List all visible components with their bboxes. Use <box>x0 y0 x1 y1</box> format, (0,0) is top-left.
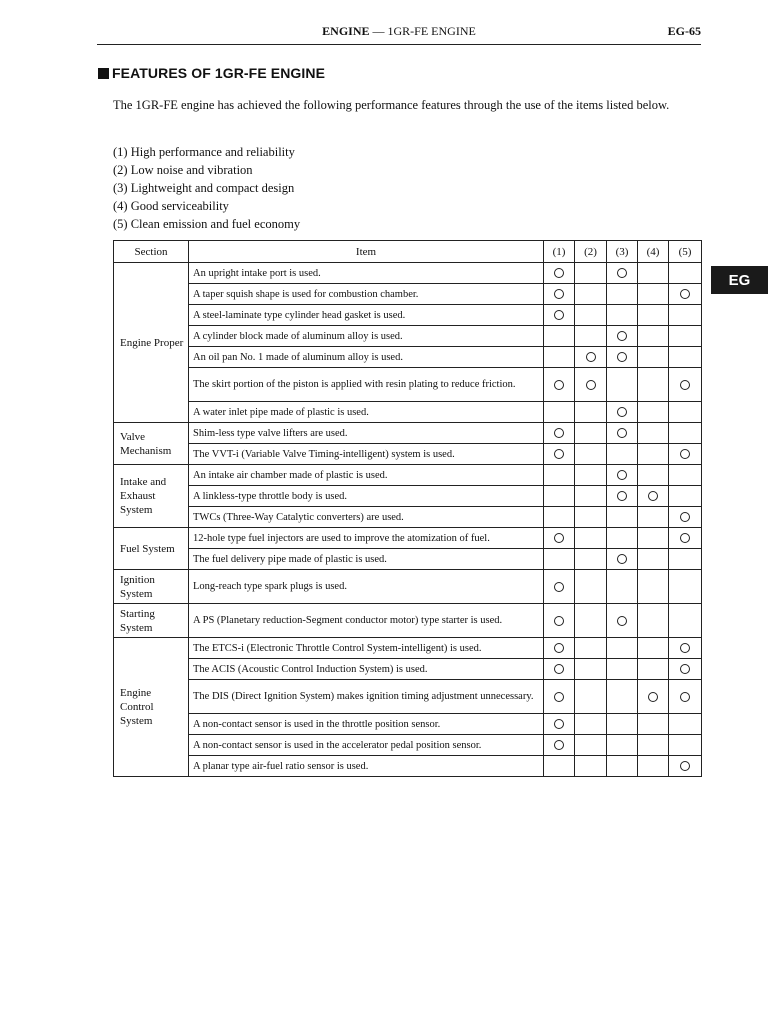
column-header: (4) <box>638 241 669 263</box>
header-model: 1GR-FE ENGINE <box>387 24 476 38</box>
mark-cell <box>544 528 575 549</box>
section-title <box>98 65 325 81</box>
mark-cell <box>669 368 702 402</box>
table-row <box>114 680 702 714</box>
mark-cell <box>575 305 607 326</box>
header-dash: — <box>372 24 385 38</box>
table-row <box>114 423 702 444</box>
mark-cell <box>638 549 669 570</box>
circle-mark-icon <box>617 491 627 501</box>
circle-mark-icon <box>617 470 627 480</box>
mark-cell <box>669 486 702 507</box>
mark-cell <box>638 368 669 402</box>
mark-cell <box>544 284 575 305</box>
table-row <box>114 368 702 402</box>
mark-cell <box>575 486 607 507</box>
mark-cell <box>638 326 669 347</box>
circle-mark-icon <box>648 491 658 501</box>
circle-mark-icon <box>680 449 690 459</box>
circle-mark-icon <box>554 664 564 674</box>
item-cell: An oil pan No. 1 made of aluminum alloy is used. <box>189 347 544 368</box>
item-cell: An upright intake port is used. <box>189 263 544 284</box>
mark-cell <box>638 680 669 714</box>
circle-mark-icon <box>554 740 564 750</box>
column-header: Section <box>114 241 189 263</box>
mark-cell <box>544 423 575 444</box>
page-header <box>97 18 701 45</box>
mark-cell <box>638 604 669 638</box>
mark-cell <box>607 326 638 347</box>
mark-cell <box>575 284 607 305</box>
circle-mark-icon <box>617 616 627 626</box>
mark-cell <box>544 570 575 604</box>
mark-cell <box>575 507 607 528</box>
mark-cell <box>607 638 638 659</box>
mark-cell <box>607 263 638 284</box>
mark-cell <box>607 570 638 604</box>
circle-mark-icon <box>648 692 658 702</box>
feature-item: (3) Lightweight and compact design <box>113 181 295 195</box>
mark-cell <box>607 680 638 714</box>
mark-cell <box>575 659 607 680</box>
mark-cell <box>575 465 607 486</box>
mark-cell <box>669 263 702 284</box>
mark-cell <box>669 284 702 305</box>
table-row <box>114 735 702 756</box>
table-row <box>114 714 702 735</box>
mark-cell <box>575 735 607 756</box>
mark-cell <box>607 368 638 402</box>
mark-cell <box>575 326 607 347</box>
circle-mark-icon <box>617 407 627 417</box>
mark-cell <box>638 714 669 735</box>
circle-mark-icon <box>680 533 690 543</box>
circle-mark-icon <box>554 643 564 653</box>
item-cell: The ETCS-i (Electronic Throttle Control System-intelligent) is used. <box>189 638 544 659</box>
table-row <box>114 263 702 284</box>
page-number: EG-65 <box>667 24 701 38</box>
mark-cell <box>544 465 575 486</box>
table-row <box>114 659 702 680</box>
item-cell: Shim-less type valve lifters are used. <box>189 423 544 444</box>
circle-mark-icon <box>617 428 627 438</box>
table-row <box>114 604 702 638</box>
circle-mark-icon <box>617 554 627 564</box>
mark-cell <box>575 680 607 714</box>
mark-cell <box>544 756 575 777</box>
circle-mark-icon <box>554 616 564 626</box>
mark-cell <box>607 305 638 326</box>
mark-cell <box>607 659 638 680</box>
table-row <box>114 465 702 486</box>
mark-cell <box>638 444 669 465</box>
section-cell: Fuel System <box>114 528 189 570</box>
mark-cell <box>544 368 575 402</box>
table-row <box>114 486 702 507</box>
mark-cell <box>544 638 575 659</box>
mark-cell <box>607 528 638 549</box>
item-cell: 12-hole type fuel injectors are used to improve the atomization of fuel. <box>189 528 544 549</box>
section-title-text: FEATURES OF 1GR-FE ENGINE <box>112 65 326 81</box>
mark-cell <box>607 423 638 444</box>
table-row <box>114 326 702 347</box>
table-row <box>114 402 702 423</box>
circle-mark-icon <box>554 449 564 459</box>
mark-cell <box>607 486 638 507</box>
header-engine: ENGINE <box>322 24 370 38</box>
item-cell: A water inlet pipe made of plastic is used. <box>189 402 544 423</box>
item-cell: A non-contact sensor is used in the accelerator pedal position sensor. <box>189 735 544 756</box>
item-cell: The DIS (Direct Ignition System) makes ignition timing adjustment unnecessary. <box>189 680 544 714</box>
feature-item: (2) Low noise and vibration <box>113 163 253 177</box>
mark-cell <box>669 507 702 528</box>
section-cell: Ignition System <box>114 570 189 604</box>
mark-cell <box>575 604 607 638</box>
column-header: (1) <box>544 241 575 263</box>
mark-cell <box>638 570 669 604</box>
circle-mark-icon <box>680 761 690 771</box>
section-cell: Engine Control System <box>114 638 189 777</box>
mark-cell <box>607 735 638 756</box>
column-header: (5) <box>669 241 702 263</box>
circle-mark-icon <box>617 352 627 362</box>
mark-cell <box>669 659 702 680</box>
mark-cell <box>638 465 669 486</box>
item-cell: A PS (Planetary reduction-Segment conductor motor) type starter is used. <box>189 604 544 638</box>
item-cell: The ACIS (Acoustic Control Induction System) is used. <box>189 659 544 680</box>
section-cell: Starting System <box>114 604 189 638</box>
mark-cell <box>607 465 638 486</box>
item-cell: A non-contact sensor is used in the throttle position sensor. <box>189 714 544 735</box>
mark-cell <box>669 638 702 659</box>
mark-cell <box>544 549 575 570</box>
mark-cell <box>638 735 669 756</box>
intro-paragraph: The 1GR-FE engine has achieved the following performance features through the use of the items listed below. <box>113 98 670 112</box>
item-cell: TWCs (Three-Way Catalytic converters) are used. <box>189 507 544 528</box>
mark-cell <box>544 507 575 528</box>
mark-cell <box>669 347 702 368</box>
table-row <box>114 507 702 528</box>
mark-cell <box>544 347 575 368</box>
running-title <box>97 24 701 39</box>
table-header-row <box>114 241 702 263</box>
mark-cell <box>669 528 702 549</box>
mark-cell <box>638 305 669 326</box>
mark-cell <box>575 570 607 604</box>
item-cell: Long-reach type spark plugs is used. <box>189 570 544 604</box>
circle-mark-icon <box>554 533 564 543</box>
mark-cell <box>669 604 702 638</box>
mark-cell <box>544 735 575 756</box>
mark-cell <box>544 714 575 735</box>
mark-cell <box>669 465 702 486</box>
mark-cell <box>544 444 575 465</box>
mark-cell <box>607 284 638 305</box>
column-header: (3) <box>607 241 638 263</box>
mark-cell <box>638 756 669 777</box>
circle-mark-icon <box>554 289 564 299</box>
features-table <box>113 240 702 777</box>
mark-cell <box>575 263 607 284</box>
circle-mark-icon <box>554 719 564 729</box>
mark-cell <box>544 604 575 638</box>
mark-cell <box>544 305 575 326</box>
feature-item: (5) Clean emission and fuel economy <box>113 217 301 231</box>
mark-cell <box>544 659 575 680</box>
mark-cell <box>669 305 702 326</box>
mark-cell <box>669 680 702 714</box>
section-tab: EG <box>711 266 768 294</box>
mark-cell <box>669 714 702 735</box>
table-row <box>114 284 702 305</box>
mark-cell <box>607 507 638 528</box>
mark-cell <box>544 326 575 347</box>
mark-cell <box>544 486 575 507</box>
mark-cell <box>575 756 607 777</box>
mark-cell <box>669 570 702 604</box>
mark-cell <box>669 549 702 570</box>
circle-mark-icon <box>586 352 596 362</box>
mark-cell <box>607 714 638 735</box>
mark-cell <box>575 423 607 444</box>
mark-cell <box>544 680 575 714</box>
mark-cell <box>575 444 607 465</box>
table-row <box>114 305 702 326</box>
column-header: (2) <box>575 241 607 263</box>
feature-item: (4) Good serviceability <box>113 199 229 213</box>
mark-cell <box>638 263 669 284</box>
section-cell: Intake and Exhaust System <box>114 465 189 528</box>
mark-cell <box>669 423 702 444</box>
circle-mark-icon <box>680 643 690 653</box>
circle-mark-icon <box>680 664 690 674</box>
circle-mark-icon <box>680 289 690 299</box>
circle-mark-icon <box>680 692 690 702</box>
item-cell: The VVT-i (Variable Valve Timing-intelligent) system is used. <box>189 444 544 465</box>
feature-item: (1) High performance and reliability <box>113 145 295 159</box>
mark-cell <box>544 402 575 423</box>
mark-cell <box>575 549 607 570</box>
circle-mark-icon <box>554 310 564 320</box>
circle-mark-icon <box>554 380 564 390</box>
square-bullet-icon <box>98 68 109 79</box>
mark-cell <box>575 368 607 402</box>
mark-cell <box>544 263 575 284</box>
mark-cell <box>575 638 607 659</box>
table-row <box>114 638 702 659</box>
mark-cell <box>575 714 607 735</box>
mark-cell <box>638 423 669 444</box>
item-cell: A taper squish shape is used for combustion chamber. <box>189 284 544 305</box>
circle-mark-icon <box>554 582 564 592</box>
mark-cell <box>607 402 638 423</box>
mark-cell <box>669 402 702 423</box>
mark-cell <box>669 756 702 777</box>
mark-cell <box>638 507 669 528</box>
mark-cell <box>607 756 638 777</box>
mark-cell <box>638 402 669 423</box>
mark-cell <box>669 326 702 347</box>
mark-cell <box>669 444 702 465</box>
mark-cell <box>638 284 669 305</box>
section-cell: Engine Proper <box>114 263 189 423</box>
mark-cell <box>575 402 607 423</box>
column-header: Item <box>189 241 544 263</box>
table-row <box>114 528 702 549</box>
circle-mark-icon <box>554 268 564 278</box>
circle-mark-icon <box>554 428 564 438</box>
mark-cell <box>607 444 638 465</box>
item-cell: A steel-laminate type cylinder head gasket is used. <box>189 305 544 326</box>
mark-cell <box>638 486 669 507</box>
mark-cell <box>638 659 669 680</box>
mark-cell <box>669 735 702 756</box>
circle-mark-icon <box>586 380 596 390</box>
table-row <box>114 444 702 465</box>
table-row <box>114 570 702 604</box>
item-cell: A planar type air-fuel ratio sensor is used. <box>189 756 544 777</box>
mark-cell <box>638 638 669 659</box>
item-cell: The fuel delivery pipe made of plastic is used. <box>189 549 544 570</box>
mark-cell <box>607 604 638 638</box>
mark-cell <box>638 528 669 549</box>
circle-mark-icon <box>617 331 627 341</box>
mark-cell <box>638 347 669 368</box>
table-row <box>114 549 702 570</box>
section-cell: Valve Mechanism <box>114 423 189 465</box>
table-row <box>114 347 702 368</box>
circle-mark-icon <box>680 380 690 390</box>
item-cell: An intake air chamber made of plastic is used. <box>189 465 544 486</box>
item-cell: A cylinder block made of aluminum alloy is used. <box>189 326 544 347</box>
mark-cell <box>575 528 607 549</box>
features-list <box>113 143 300 233</box>
mark-cell <box>575 347 607 368</box>
item-cell: A linkless-type throttle body is used. <box>189 486 544 507</box>
circle-mark-icon <box>554 692 564 702</box>
mark-cell <box>607 549 638 570</box>
item-cell: The skirt portion of the piston is applied with resin plating to reduce friction. <box>189 368 544 402</box>
table-row <box>114 756 702 777</box>
circle-mark-icon <box>617 268 627 278</box>
mark-cell <box>607 347 638 368</box>
circle-mark-icon <box>680 512 690 522</box>
